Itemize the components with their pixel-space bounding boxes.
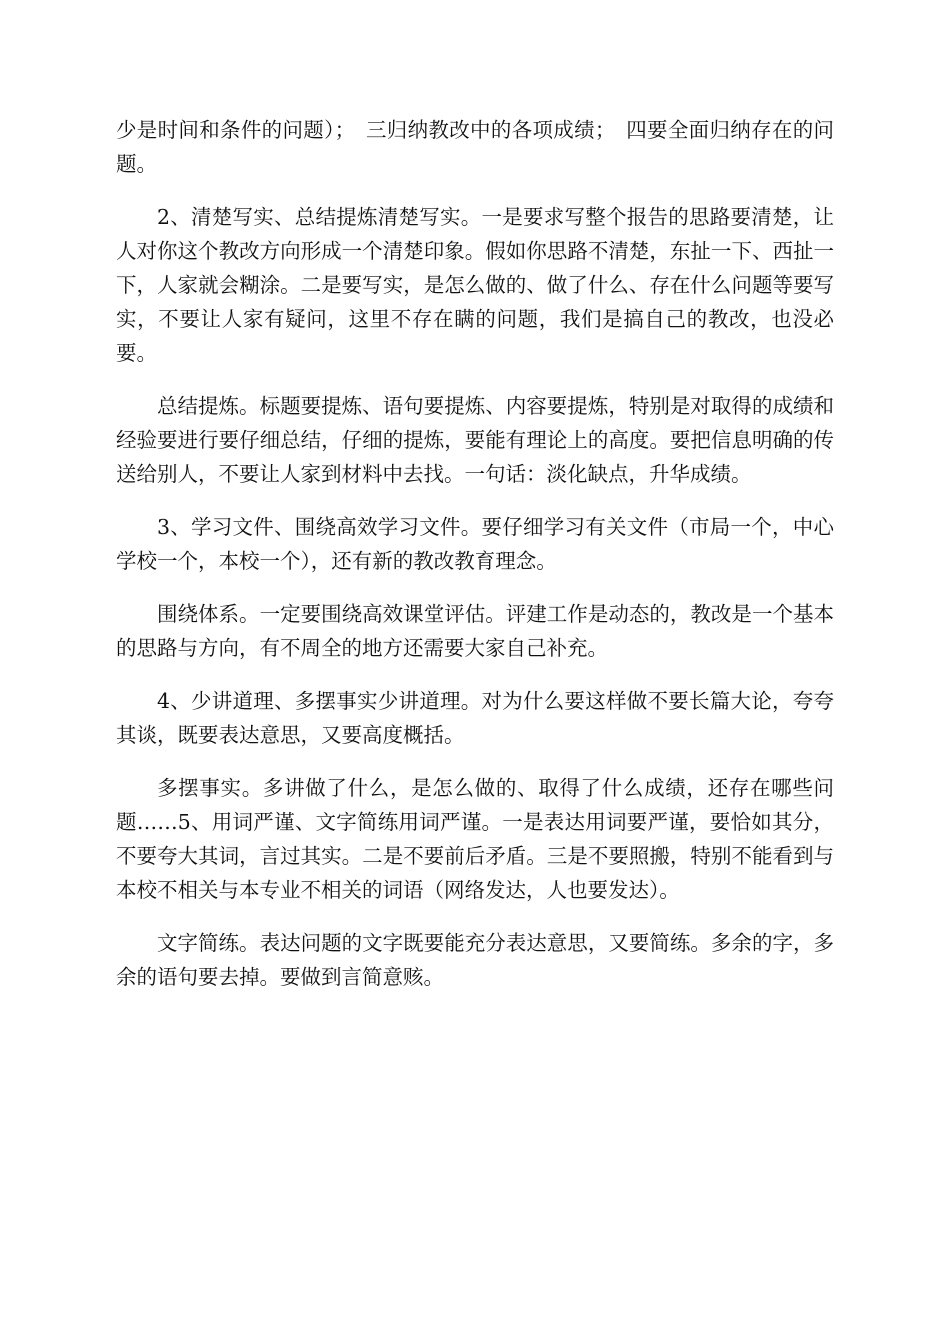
paragraph-summary-refining: 总结提炼。标题要提炼、语句要提炼、内容要提炼，特别是对取得的成绩和经验要进行要仔细总结，仔细的提炼，要能有理论上的高度。要把信息明确的传送给别人，不要让人家到材料中去找。一句话：淡化缺点，升华成绩。 [116,394,834,486]
paragraph-less-reasoning: 4、少讲道理、多摆事实少讲道理。对为什么要这样做不要长篇大论，夸夸其谈，既要表达意思，又要高度概括。 [116,689,834,747]
paragraph-clear-writing: 2、清楚写实、总结提炼清楚写实。一是要求写整个报告的思路要清楚，让人对你这个教改方向形成一个清楚印象。假如你思路不清楚，东扯一下、西扯一下，人家就会糊涂。二是要写实，是怎么做的、做了什么、存在什么问题等要写实，不要让人家有疑问，这里不存在瞒的问题，我们是搞自己的教改，也没必要。 [116,205,834,365]
paragraph-around-system: 围绕体系。一定要围绕高效课堂评估。评建工作是动态的，教改是一个基本的思路与方向，有不周全的地方还需要大家自己补充。 [116,602,834,660]
paragraph-continuation: 少是时间和条件的问题）； 三归纳教改中的各项成绩； 四要全面归纳存在的问题。 [116,118,834,176]
paragraph-study-documents: 3、学习文件、围绕高效学习文件。要仔细学习有关文件（市局一个，中心学校一个，本校一个），还有新的教改教育理念。 [116,515,834,573]
paragraph-more-facts: 多摆事实。多讲做了什么，是怎么做的、取得了什么成绩，还存在哪些问题……5、用词严谨、文字简练用词严谨。一是表达用词要严谨，要恰如其分，不要夸大其词，言过其实。二是不要前后矛盾。三是不要照搬，特别不能看到与本校不相关与本专业不相关的词语（网络发达，人也要发达）。 [116,776,834,902]
paragraph-concise-wording: 文字简练。表达问题的文字既要能充分表达意思，又要简练。多余的字，多余的语句要去掉。要做到言简意赅。 [116,931,834,989]
document-body [116,113,834,1013]
